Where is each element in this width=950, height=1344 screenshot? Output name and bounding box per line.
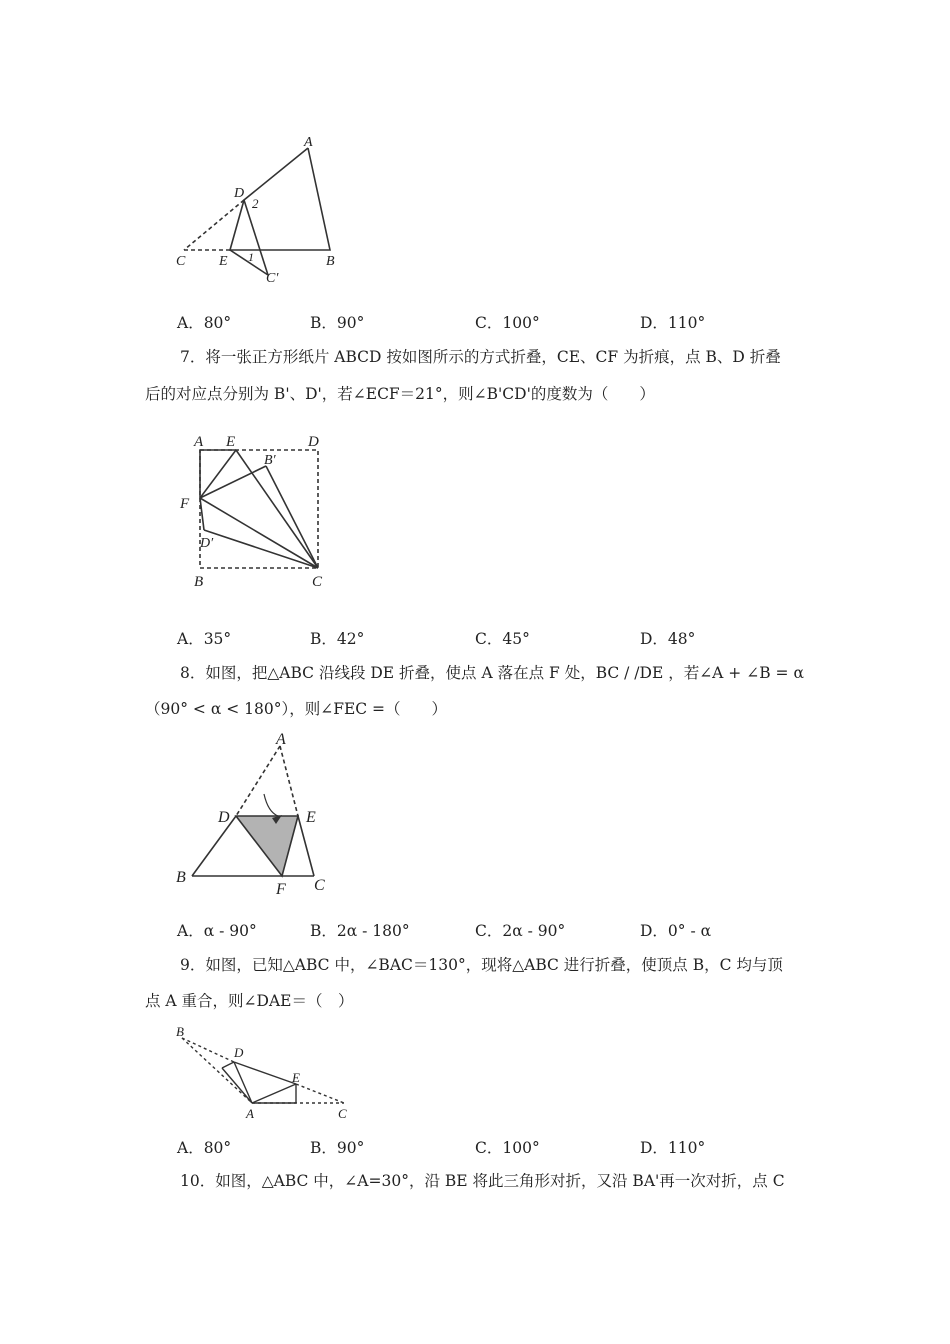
- q9-label-b: B: [176, 1024, 184, 1039]
- q7-label-a: A: [194, 434, 204, 450]
- q9-stem-line2: 点 A 重合，则∠DAE＝（ ）: [145, 992, 354, 1010]
- q7-label-b: B: [194, 574, 204, 590]
- q7-stem-line2: 后的对应点分别为 B'、D'，若∠ECF＝21°，则∠B'CD'的度数为（ ）: [145, 385, 655, 403]
- q7-stem-line1: 7．将一张正方形纸片 ABCD 按如图所示的方式折叠，CE、CF 为折痕，点 B、D 折叠: [180, 348, 781, 366]
- q7-label-f: F: [180, 496, 190, 512]
- q7-option-c[interactable]: C．45°: [475, 630, 530, 648]
- q7-label-bprime: B′: [264, 453, 276, 468]
- q6-label-c: C: [176, 254, 186, 269]
- q9-label-d: D: [234, 1045, 244, 1060]
- q6-label-d: D: [234, 186, 245, 201]
- q6-label-2: 2: [252, 196, 259, 211]
- q9-option-a[interactable]: A．80°: [177, 1139, 232, 1157]
- q6-option-b[interactable]: B．90°: [310, 314, 365, 332]
- q7-label-d: D: [308, 434, 319, 450]
- q6-option-a[interactable]: A．80°: [177, 314, 232, 332]
- q8-option-c[interactable]: C．2α - 90°: [475, 922, 566, 940]
- q9-label-a: A: [246, 1106, 254, 1121]
- q8-label-b: B: [176, 869, 186, 886]
- q7-option-d[interactable]: D．48°: [640, 630, 696, 648]
- q8-stem-line2: （90° < α < 180°），则∠FEC =（ ）: [145, 700, 448, 718]
- q6-label-e: E: [219, 254, 228, 269]
- q8-option-d[interactable]: D．0° - α: [640, 922, 712, 940]
- q6-label-b: B: [326, 254, 335, 269]
- q10-stem-line1: 10．如图，△ABC 中，∠A=30°，沿 BE 将此三角形对折，又沿 BA'再一次对折，点 C: [180, 1172, 785, 1190]
- q9-label-c: C: [338, 1106, 347, 1121]
- q8-label-d: D: [218, 809, 230, 826]
- q8-figure: [172, 732, 342, 902]
- q6-option-d[interactable]: D．110°: [640, 314, 706, 332]
- q9-option-b[interactable]: B．90°: [310, 1139, 365, 1157]
- q8-stem-line1: 8．如图，把△ABC 沿线段 DE 折叠，使点 A 落在点 F 处，BC / /DE ，若∠A + ∠B = α: [180, 664, 804, 682]
- q9-stem-line1: 9．如图，已知△ABC 中，∠BAC＝130°，现将△ABC 进行折叠，使顶点 B，C 均与顶: [180, 956, 783, 974]
- q6-label-a: A: [304, 135, 313, 150]
- q6-option-c[interactable]: C．100°: [475, 314, 540, 332]
- q7-label-dprime: D′: [200, 536, 214, 551]
- q8-label-a: A: [276, 732, 286, 748]
- q9-label-e: E: [292, 1070, 300, 1085]
- q8-label-c: C: [314, 877, 325, 894]
- q8-label-e: E: [306, 809, 316, 826]
- q7-label-e: E: [226, 434, 236, 450]
- q8-option-b[interactable]: B．2α - 180°: [310, 922, 410, 940]
- q9-option-c[interactable]: C．100°: [475, 1139, 540, 1157]
- q7-option-b[interactable]: B．42°: [310, 630, 365, 648]
- q8-label-f: F: [276, 881, 286, 898]
- q6-label-cprime: C′: [266, 271, 279, 286]
- q8-option-a[interactable]: A．α - 90°: [177, 922, 257, 940]
- q9-figure: [172, 1020, 362, 1130]
- q6-figure: [170, 130, 360, 290]
- q9-option-d[interactable]: D．110°: [640, 1139, 706, 1157]
- q6-label-1: 1: [248, 250, 254, 264]
- q7-option-a[interactable]: A．35°: [177, 630, 232, 648]
- q7-label-c: C: [312, 574, 323, 590]
- q7-figure: [178, 428, 338, 593]
